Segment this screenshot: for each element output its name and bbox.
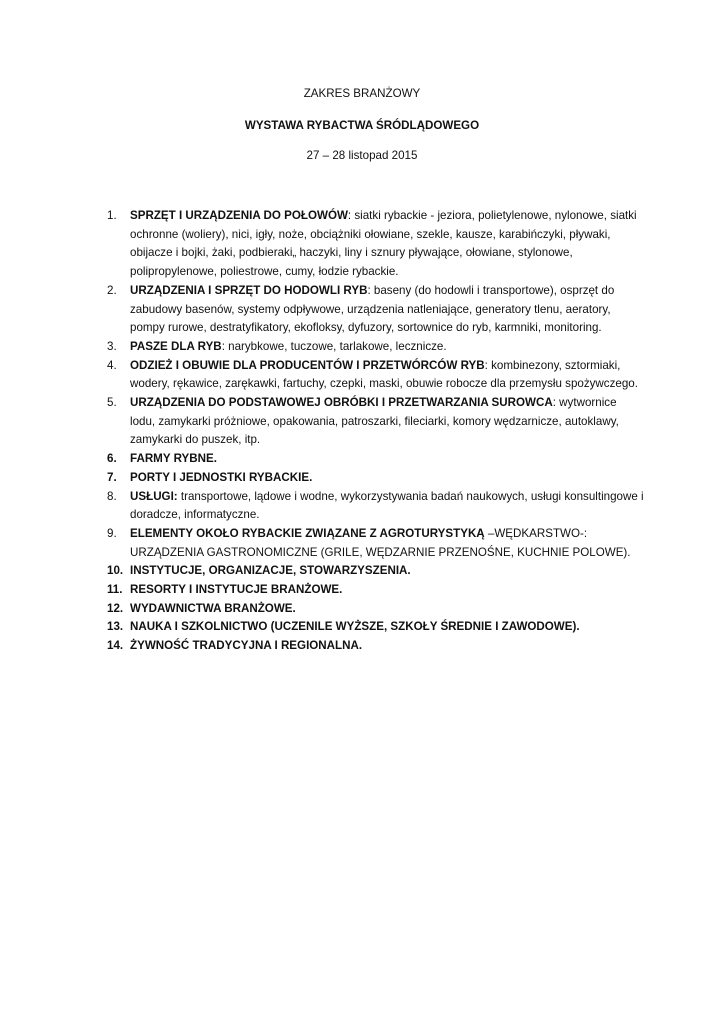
item-number: 8. bbox=[107, 489, 117, 503]
item-number: 13. bbox=[107, 620, 124, 634]
list-item bbox=[0, 338, 724, 357]
item-title: SPRZĘT I URZĄDZENIA DO POŁOWÓW bbox=[130, 209, 348, 222]
item-title: FARMY RYBNE. bbox=[130, 452, 217, 466]
exhibition-date: 27 – 28 listopad 2015 bbox=[306, 149, 418, 162]
item-title: URZĄDZENIA DO PODSTAWOWEJ OBRÓBKI I PRZETWARZANIA SUROWCA bbox=[130, 396, 553, 410]
item-title: RESORTY I INSTYTUCJE BRANŻOWE. bbox=[130, 583, 343, 597]
item-number: 2. bbox=[107, 283, 117, 297]
item-title: NAUKA I SZKOLNICTWO (UCZENILE WYŻSZE, SZKOŁY ŚREDNIE I ZAWODOWE). bbox=[130, 620, 580, 634]
list-item bbox=[0, 600, 724, 619]
item-title: PASZE DLA RYB bbox=[130, 339, 222, 353]
item-title: USŁUGI: bbox=[130, 489, 178, 503]
list-item bbox=[0, 450, 724, 469]
item-text: : wytwornice lodu, zamykarki próżniowe, opakowania, patroszarki, fileciarki, komory wędzarnicze, autoklawy, zamykarki do puszek, itp. bbox=[130, 396, 619, 447]
list-item bbox=[0, 637, 724, 656]
document-heading: ZAKRES BRANŻOWY bbox=[303, 87, 421, 100]
item-text: –WĘDKARSTWO-: URZĄDZENIA GASTRONOMICZNE (GRILE, WĘDZARNIE PRZENOŚNE, KUCHNIE POLOWE). bbox=[130, 526, 631, 559]
item-title: PORTY I JEDNOSTKI RYBACKIE. bbox=[130, 470, 313, 484]
item-number: 7. bbox=[107, 470, 117, 484]
item-number: 1. bbox=[107, 209, 117, 222]
item-number: 11. bbox=[107, 583, 123, 597]
item-title: INSTYTUCJE, ORGANIZACJE, STOWARZYSZENIA. bbox=[130, 564, 411, 578]
item-text: : baseny (do hodowli i transportowe), osprzęt do zabudowy basenów, systemy odpływowe, urządzenia natleniające, generatory tlenu, aeratory, pompy rurowe, destratyfikatory, ekofloksy, dyfuzory, sortownice do ryb, karmniki, monitoring. bbox=[130, 283, 615, 335]
scope-list bbox=[0, 207, 724, 656]
item-number: 14. bbox=[107, 639, 124, 653]
list-item bbox=[0, 469, 724, 488]
exhibition-title: WYSTAWA RYBACTWA ŚRÓDLĄDOWEGO bbox=[244, 119, 480, 132]
item-text: : narybkowe, tuczowe, tarlakowe, lecznicze. bbox=[221, 339, 447, 353]
item-number: 10. bbox=[107, 564, 124, 578]
list-item bbox=[0, 488, 724, 525]
list-item bbox=[0, 394, 724, 450]
item-title: WYDAWNICTWA BRANŻOWE. bbox=[130, 601, 296, 615]
list-item bbox=[0, 618, 724, 637]
list-item bbox=[0, 357, 724, 394]
item-title: URZĄDZENIA I SPRZĘT DO HODOWLI RYB bbox=[130, 283, 368, 297]
list-item bbox=[0, 581, 724, 600]
item-number: 5. bbox=[107, 396, 117, 410]
item-number: 9. bbox=[107, 526, 117, 540]
item-text: transportowe, lądowe i wodne, wykorzystywania badań naukowych, usługi konsultingowe i doradcze, informatyczne. bbox=[130, 489, 644, 522]
item-text: : siatki rybackie - jeziora, polietylenowe, nylonowe, siatki ochronne (woliery), nici, igły, noże, obciążniki ołowiane, szekle, kausze, karabińczyki, pływaki, obijacze i bojki, żaki, podbieraki„ haczyki, liny i sznury pływające, ołowiane, stylonowe, polipropylenowe, poliestrowe, cumy, łodzie rybackie. bbox=[130, 209, 637, 279]
item-number: 3. bbox=[107, 339, 117, 353]
list-item bbox=[0, 562, 724, 581]
item-number: 4. bbox=[107, 358, 117, 372]
item-number: 12. bbox=[107, 601, 124, 615]
item-title: ELEMENTY OKOŁO RYBACKIE ZWIĄZANE Z AGROTURYSTYKĄ bbox=[130, 526, 485, 540]
list-item bbox=[0, 525, 724, 562]
item-number: 6. bbox=[107, 452, 117, 466]
list-item bbox=[0, 282, 724, 338]
item-title: ODZIEŻ I OBUWIE DLA PRODUCENTÓW I PRZETWÓRCÓW RYB bbox=[130, 358, 485, 372]
item-title: ŻYWNOŚĆ TRADYCYJNA I REGIONALNA. bbox=[130, 639, 363, 653]
item-text: : kombinezony, sztormiaki, wodery, rękawice, zarękawki, fartuchy, czepki, maski, obuwie robocze dla przemysłu spożywczego. bbox=[130, 358, 638, 391]
list-item bbox=[0, 207, 724, 282]
